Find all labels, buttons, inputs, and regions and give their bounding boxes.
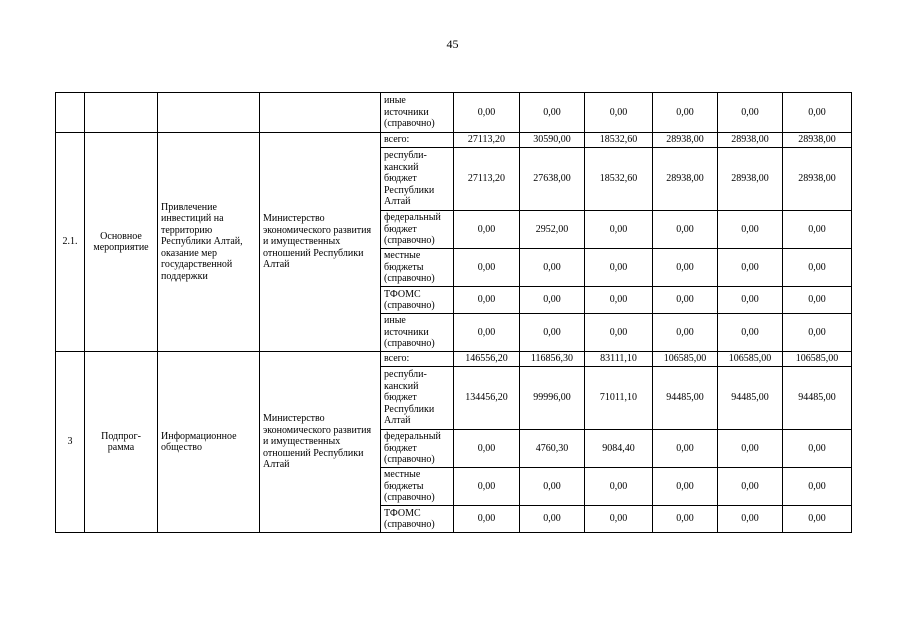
amount-cell: 94485,00 [783, 367, 852, 430]
item-name-cell: Информационное общество [158, 352, 260, 533]
amount-cell: 30590,00 [520, 133, 585, 148]
item-number-cell: 3 [56, 352, 85, 533]
amount-cell: 28938,00 [783, 133, 852, 148]
amount-cell: 99996,00 [520, 367, 585, 430]
amount-cell: 0,00 [718, 211, 783, 249]
amount-cell: 28938,00 [653, 148, 718, 211]
item-name-cell [158, 93, 260, 133]
executor-cell: Министерство экономического развития и имущественных отношений Республики Алтай [260, 133, 381, 352]
amount-cell: 0,00 [783, 249, 852, 287]
amount-cell: 0,00 [454, 93, 520, 133]
amount-cell: 0,00 [653, 468, 718, 506]
amount-cell: 94485,00 [653, 367, 718, 430]
funding-source-cell: ТФОМС (справочно) [381, 287, 454, 314]
amount-cell: 0,00 [783, 211, 852, 249]
amount-cell: 71011,10 [585, 367, 653, 430]
amount-cell: 0,00 [585, 314, 653, 352]
executor-cell: Министерство экономического развития и имущественных отношений Республики Алтай [260, 352, 381, 533]
page-number: 45 [446, 37, 459, 51]
item-name-cell: Привлечение инвестиций на территорию Республики Алтай, оказание мер государственной поддержки [158, 133, 260, 352]
amount-cell: 0,00 [454, 287, 520, 314]
amount-cell: 18532,60 [585, 148, 653, 211]
funding-source-cell: всего: [381, 133, 454, 148]
amount-cell: 28938,00 [718, 148, 783, 211]
funding-source-cell: местные бюджеты (справочно) [381, 249, 454, 287]
amount-cell: 0,00 [783, 93, 852, 133]
amount-cell: 116856,30 [520, 352, 585, 367]
amount-cell: 83111,10 [585, 352, 653, 367]
amount-cell: 0,00 [718, 468, 783, 506]
amount-cell: 94485,00 [718, 367, 783, 430]
amount-cell: 0,00 [585, 211, 653, 249]
amount-cell: 0,00 [718, 506, 783, 533]
amount-cell: 0,00 [653, 93, 718, 133]
amount-cell: 0,00 [585, 468, 653, 506]
amount-cell: 0,00 [520, 468, 585, 506]
amount-cell: 0,00 [653, 314, 718, 352]
amount-cell: 27113,20 [454, 148, 520, 211]
amount-cell: 0,00 [718, 249, 783, 287]
amount-cell: 134456,20 [454, 367, 520, 430]
amount-cell: 0,00 [783, 287, 852, 314]
amount-cell: 0,00 [520, 249, 585, 287]
funding-source-cell: местные бюджеты (справочно) [381, 468, 454, 506]
amount-cell: 146556,20 [454, 352, 520, 367]
item-type-cell [85, 93, 158, 133]
amount-cell: 0,00 [520, 314, 585, 352]
amount-cell: 0,00 [585, 506, 653, 533]
amount-cell: 0,00 [454, 211, 520, 249]
amount-cell: 0,00 [653, 430, 718, 468]
amount-cell: 0,00 [454, 430, 520, 468]
amount-cell: 2952,00 [520, 211, 585, 249]
item-number-cell: 2.1. [56, 133, 85, 352]
amount-cell: 0,00 [585, 287, 653, 314]
funding-source-cell: республи-канский бюджет Республики Алтай [381, 367, 454, 430]
amount-cell: 0,00 [585, 249, 653, 287]
funding-source-cell: республи-канский бюджет Республики Алтай [381, 148, 454, 211]
amount-cell: 0,00 [653, 211, 718, 249]
item-type-cell: Подпрог-рамма [85, 352, 158, 533]
executor-cell [260, 93, 381, 133]
amount-cell: 0,00 [718, 287, 783, 314]
budget-table [55, 92, 852, 533]
funding-source-cell: всего: [381, 352, 454, 367]
funding-source-cell: федеральный бюджет (справочно) [381, 211, 454, 249]
amount-cell: 27113,20 [454, 133, 520, 148]
amount-cell: 0,00 [783, 314, 852, 352]
funding-source-cell: федеральный бюджет (справочно) [381, 430, 454, 468]
amount-cell: 0,00 [653, 249, 718, 287]
amount-cell: 0,00 [653, 506, 718, 533]
amount-cell: 28938,00 [718, 133, 783, 148]
amount-cell: 0,00 [783, 468, 852, 506]
amount-cell: 0,00 [520, 506, 585, 533]
table-row [56, 352, 852, 367]
amount-cell: 0,00 [454, 249, 520, 287]
amount-cell: 106585,00 [783, 352, 852, 367]
amount-cell: 28938,00 [783, 148, 852, 211]
amount-cell: 0,00 [653, 287, 718, 314]
table-row [56, 133, 852, 148]
amount-cell: 106585,00 [653, 352, 718, 367]
amount-cell: 0,00 [783, 430, 852, 468]
amount-cell: 0,00 [783, 506, 852, 533]
item-number-cell [56, 93, 85, 133]
amount-cell: 106585,00 [718, 352, 783, 367]
funding-source-cell: иные источники (справочно) [381, 314, 454, 352]
amount-cell: 0,00 [585, 93, 653, 133]
amount-cell: 0,00 [718, 314, 783, 352]
amount-cell: 27638,00 [520, 148, 585, 211]
amount-cell: 0,00 [718, 430, 783, 468]
amount-cell: 18532,60 [585, 133, 653, 148]
amount-cell: 9084,40 [585, 430, 653, 468]
funding-source-cell: иные источники (справочно) [381, 93, 454, 133]
table-row [56, 93, 852, 133]
item-type-cell: Основное мероприятие [85, 133, 158, 352]
amount-cell: 0,00 [454, 506, 520, 533]
amount-cell: 0,00 [454, 314, 520, 352]
amount-cell: 28938,00 [653, 133, 718, 148]
amount-cell: 0,00 [454, 468, 520, 506]
amount-cell: 0,00 [520, 287, 585, 314]
funding-source-cell: ТФОМС (справочно) [381, 506, 454, 533]
amount-cell: 0,00 [718, 93, 783, 133]
amount-cell: 4760,30 [520, 430, 585, 468]
amount-cell: 0,00 [520, 93, 585, 133]
